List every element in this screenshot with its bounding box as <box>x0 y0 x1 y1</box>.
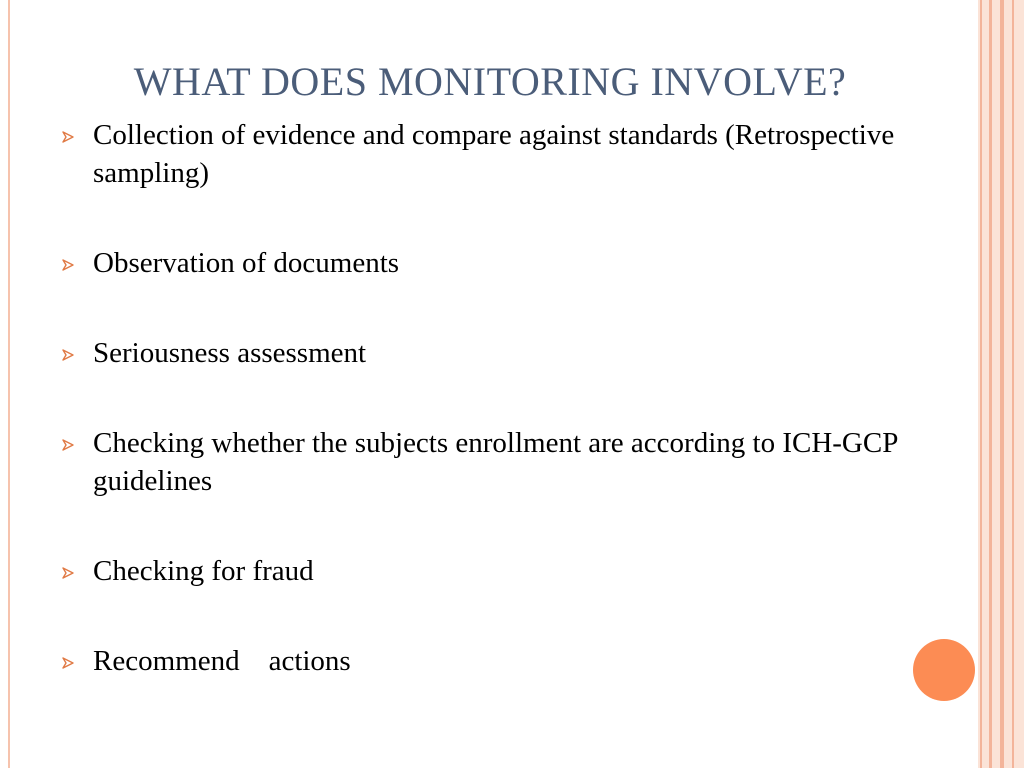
bullet-item <box>62 642 942 680</box>
right-stripe <box>1012 0 1014 768</box>
bullet-text: Observation of documents <box>93 247 400 279</box>
arrow-bullet-icon <box>62 567 74 579</box>
bullet-text: Checking whether the subjects enrollment are according to ICH-GCP guidelines <box>93 427 905 497</box>
slide-title: WHAT DOES MONITORING INVOLVE? <box>133 59 847 104</box>
bullet-item <box>62 244 942 282</box>
arrow-bullet-icon <box>62 259 74 271</box>
arrow-bullet-icon <box>62 131 74 143</box>
left-border-line <box>8 0 10 768</box>
right-stripe <box>1000 0 1004 768</box>
bullet-text: Recommend actions <box>93 645 351 677</box>
right-stripe <box>980 0 982 768</box>
bullet-item <box>62 552 942 590</box>
bullet-item <box>62 334 942 372</box>
decorative-circle <box>913 639 975 701</box>
bullet-text: Checking for fraud <box>93 555 314 587</box>
arrow-bullet-icon <box>62 439 74 451</box>
arrow-bullet-icon <box>62 657 74 669</box>
bullet-item <box>62 424 942 500</box>
bullet-list <box>62 116 942 732</box>
bullet-item <box>62 116 942 192</box>
bullet-text: Collection of evidence and compare against standards (Retrospective sampling) <box>93 119 902 189</box>
arrow-bullet-icon <box>62 349 74 361</box>
right-stripe <box>989 0 992 768</box>
bullet-text: Seriousness assessment <box>93 337 367 369</box>
